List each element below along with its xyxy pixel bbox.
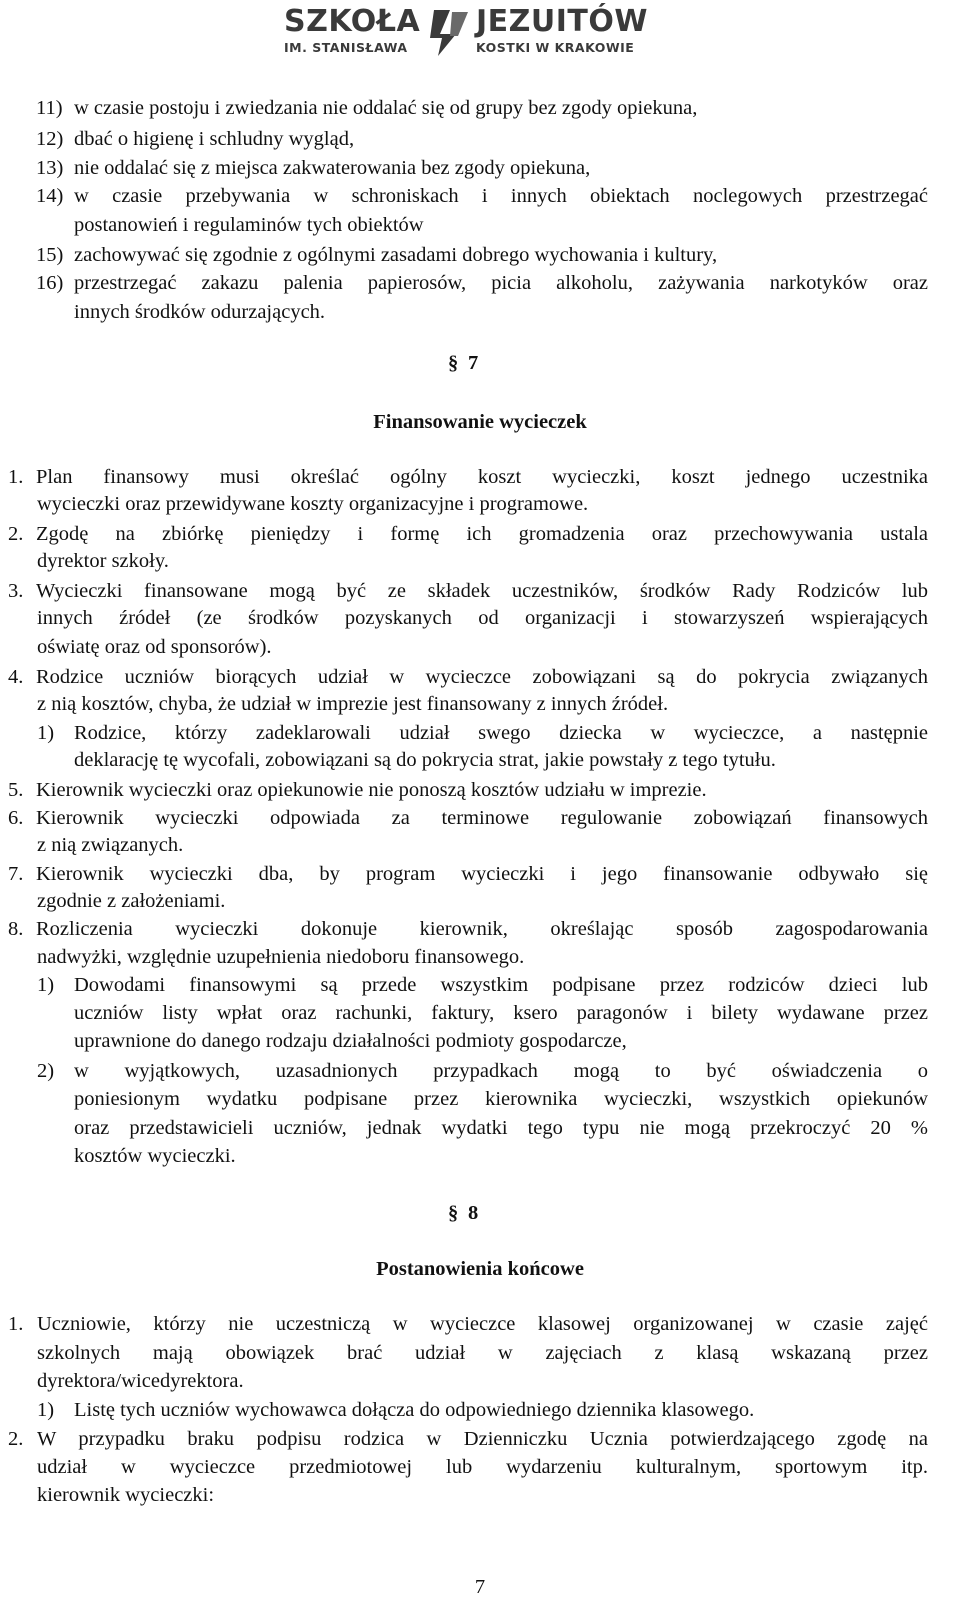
list-item-text: oraz przedstawicieli uczniów, jednak wydatki tego typu nie mogą przekroczyć 20 % bbox=[74, 1117, 928, 1139]
list-item-text: Kierownik wycieczki dba, by program wycieczki i jego finansowanie odbywało się bbox=[36, 863, 928, 885]
list-item-text: Rodzice, którzy zadeklarowali udział swego dziecka w wycieczce, a następnie bbox=[74, 722, 928, 744]
section-number: 8 bbox=[468, 1202, 479, 1224]
page-number: 7 bbox=[474, 1576, 486, 1598]
school-logo bbox=[276, 4, 696, 62]
list-item-number: 6. bbox=[8, 807, 24, 829]
list-item-number: 11) bbox=[36, 97, 63, 119]
list-item-text: Wycieczki finansowane mogą być ze składek uczestników, środków Rady Rodziców lub bbox=[36, 580, 928, 602]
list-item-text: udział w wycieczce przedmiotowej lub wydarzeniu kulturalnym, sportowym itp. bbox=[37, 1456, 928, 1478]
list-item-number: 13) bbox=[36, 157, 64, 179]
list-item-text: innych środków odurzających. bbox=[74, 301, 326, 323]
list-item-text: Kierownik wycieczki odpowiada za terminowe regulowanie zobowiązań finansowych bbox=[36, 807, 928, 829]
list-item-number: 1. bbox=[8, 1313, 24, 1335]
list-item-text: Zgodę na zbiórkę pieniędzy i formę ich gromadzenia oraz przechowywania ustala bbox=[36, 523, 928, 545]
list-item-text: oświatę oraz od sponsorów). bbox=[37, 636, 272, 658]
list-item-text: dyrektora/wicedyrektora. bbox=[37, 1370, 244, 1392]
list-item-text: w czasie przebywania w schroniskach i innych obiektach noclegowych przestrzegać bbox=[74, 185, 928, 207]
list-item-text: W przypadku braku podpisu rodzica w Dzienniczku Ucznia potwierdzającego zgodę na bbox=[37, 1428, 928, 1450]
logo-title-right: JEZUITÓW bbox=[476, 4, 648, 39]
list-item-number: 12) bbox=[36, 128, 64, 150]
list-item-text: innych źródeł (ze środków pozyskanych od organizacji i stowarzyszeń wspierających bbox=[37, 607, 928, 629]
section-number: 7 bbox=[468, 352, 479, 374]
list-item-text: Rodzice uczniów biorących udział w wycieczce zobowiązani są do pokrycia związanych bbox=[36, 666, 928, 688]
list-item-text: uczniów listy wpłat oraz rachunki, faktury, ksero paragonów i bilety wydawane przez bbox=[74, 1002, 928, 1024]
logo-subtitle-left: IM. STANISŁAWA bbox=[284, 40, 408, 55]
list-item-text: szkolnych mają obowiązek brać udział w zajęciach z klasą wskazaną przez bbox=[37, 1342, 928, 1364]
list-item-text: przestrzegać zakazu palenia papierosów, picia alkoholu, zażywania narkotyków oraz bbox=[74, 272, 928, 294]
list-item-text: z nią kosztów, chyba, że udział w imprezie jest finansowany z innych źródeł. bbox=[37, 693, 669, 715]
list-item-text: dyrektor szkoły. bbox=[37, 550, 169, 572]
list-item-number: 7. bbox=[8, 863, 24, 885]
list-item-text: zachowywać się zgodnie z ogólnymi zasadami dobrego wychowania i kultury, bbox=[74, 244, 718, 266]
list-item-text: Dowodami finansowymi są przede wszystkim podpisane przez rodziców dzieci lub bbox=[74, 974, 928, 996]
list-item-text: postanowień i regulaminów tych obiektów bbox=[74, 214, 424, 236]
list-item-number: 3. bbox=[8, 580, 24, 602]
list-item-text: kierownik wycieczki: bbox=[37, 1484, 215, 1506]
list-item-number: 2. bbox=[8, 523, 24, 545]
list-item-number: 2. bbox=[8, 1428, 24, 1450]
list-item-text: dbać o higienę i schludny wygląd, bbox=[74, 128, 355, 150]
list-item-number: 1) bbox=[37, 974, 55, 996]
list-item-text: w wyjątkowych, uzasadnionych przypadkach mogą to być oświadczenia o bbox=[74, 1060, 928, 1082]
list-item-text: z nią związanych. bbox=[37, 834, 184, 856]
section-sign: § bbox=[448, 352, 459, 374]
logo-subtitle-right: KOSTKI W KRAKOWIE bbox=[476, 40, 635, 55]
list-item-number: 1) bbox=[37, 1399, 55, 1421]
list-item-number: 16) bbox=[36, 272, 64, 294]
list-item-number: 4. bbox=[8, 666, 24, 688]
list-item-number: 8. bbox=[8, 918, 24, 940]
list-item-text: Listę tych uczniów wychowawca dołącza do odpowiedniego dziennika klasowego. bbox=[74, 1399, 755, 1421]
list-item-text: nadwyżki, względnie uzupełnienia niedoboru finansowego. bbox=[37, 946, 525, 968]
logo-title-left: SZKOŁA bbox=[284, 4, 421, 39]
list-item-text: poniesionym wydatku podpisane przez kierownika wycieczki, wszystkich opiekunów bbox=[74, 1088, 928, 1110]
list-item-number: 15) bbox=[36, 244, 64, 266]
list-item-text: Uczniowie, którzy nie uczestniczą w wycieczce klasowej organizowanej w czasie zajęć bbox=[37, 1313, 928, 1335]
list-item-text: uprawnione do danego rodzaju działalności podmioty gospodarcze, bbox=[74, 1030, 627, 1052]
section-title: Postanowienia końcowe bbox=[376, 1258, 584, 1280]
list-item-text: kosztów wycieczki. bbox=[74, 1145, 236, 1167]
list-item-number: 1) bbox=[37, 722, 55, 744]
list-item-number: 2) bbox=[37, 1060, 55, 1082]
list-item-text: zgodnie z założeniami. bbox=[37, 890, 226, 912]
section-sign: § bbox=[448, 1202, 459, 1224]
list-item-text: nie oddalać się z miejsca zakwaterowania bez zgody opiekuna, bbox=[74, 157, 591, 179]
logo-emblem-icon bbox=[428, 6, 470, 60]
list-item-text: wycieczki oraz przewidywane koszty organizacyjne i programowe. bbox=[37, 493, 589, 515]
list-item-text: deklarację tę wycofali, zobowiązani są do pokrycia strat, jakie powstały z tego tytułu. bbox=[74, 749, 776, 771]
section-title: Finansowanie wycieczek bbox=[373, 411, 587, 433]
list-item-text: w czasie postoju i zwiedzania nie oddalać się od grupy bez zgody opiekuna, bbox=[74, 97, 698, 119]
list-item-text: Plan finansowy musi określać ogólny koszt wycieczki, koszt jednego uczestnika bbox=[36, 466, 928, 488]
list-item-number: 1. bbox=[8, 466, 24, 488]
list-item-number: 14) bbox=[36, 185, 64, 207]
list-item-text: Rozliczenia wycieczki dokonuje kierownik, określając sposób zagospodarowania bbox=[36, 918, 928, 940]
list-item-text: Kierownik wycieczki oraz opiekunowie nie ponoszą kosztów udziału w imprezie. bbox=[36, 779, 707, 801]
list-item-number: 5. bbox=[8, 779, 24, 801]
